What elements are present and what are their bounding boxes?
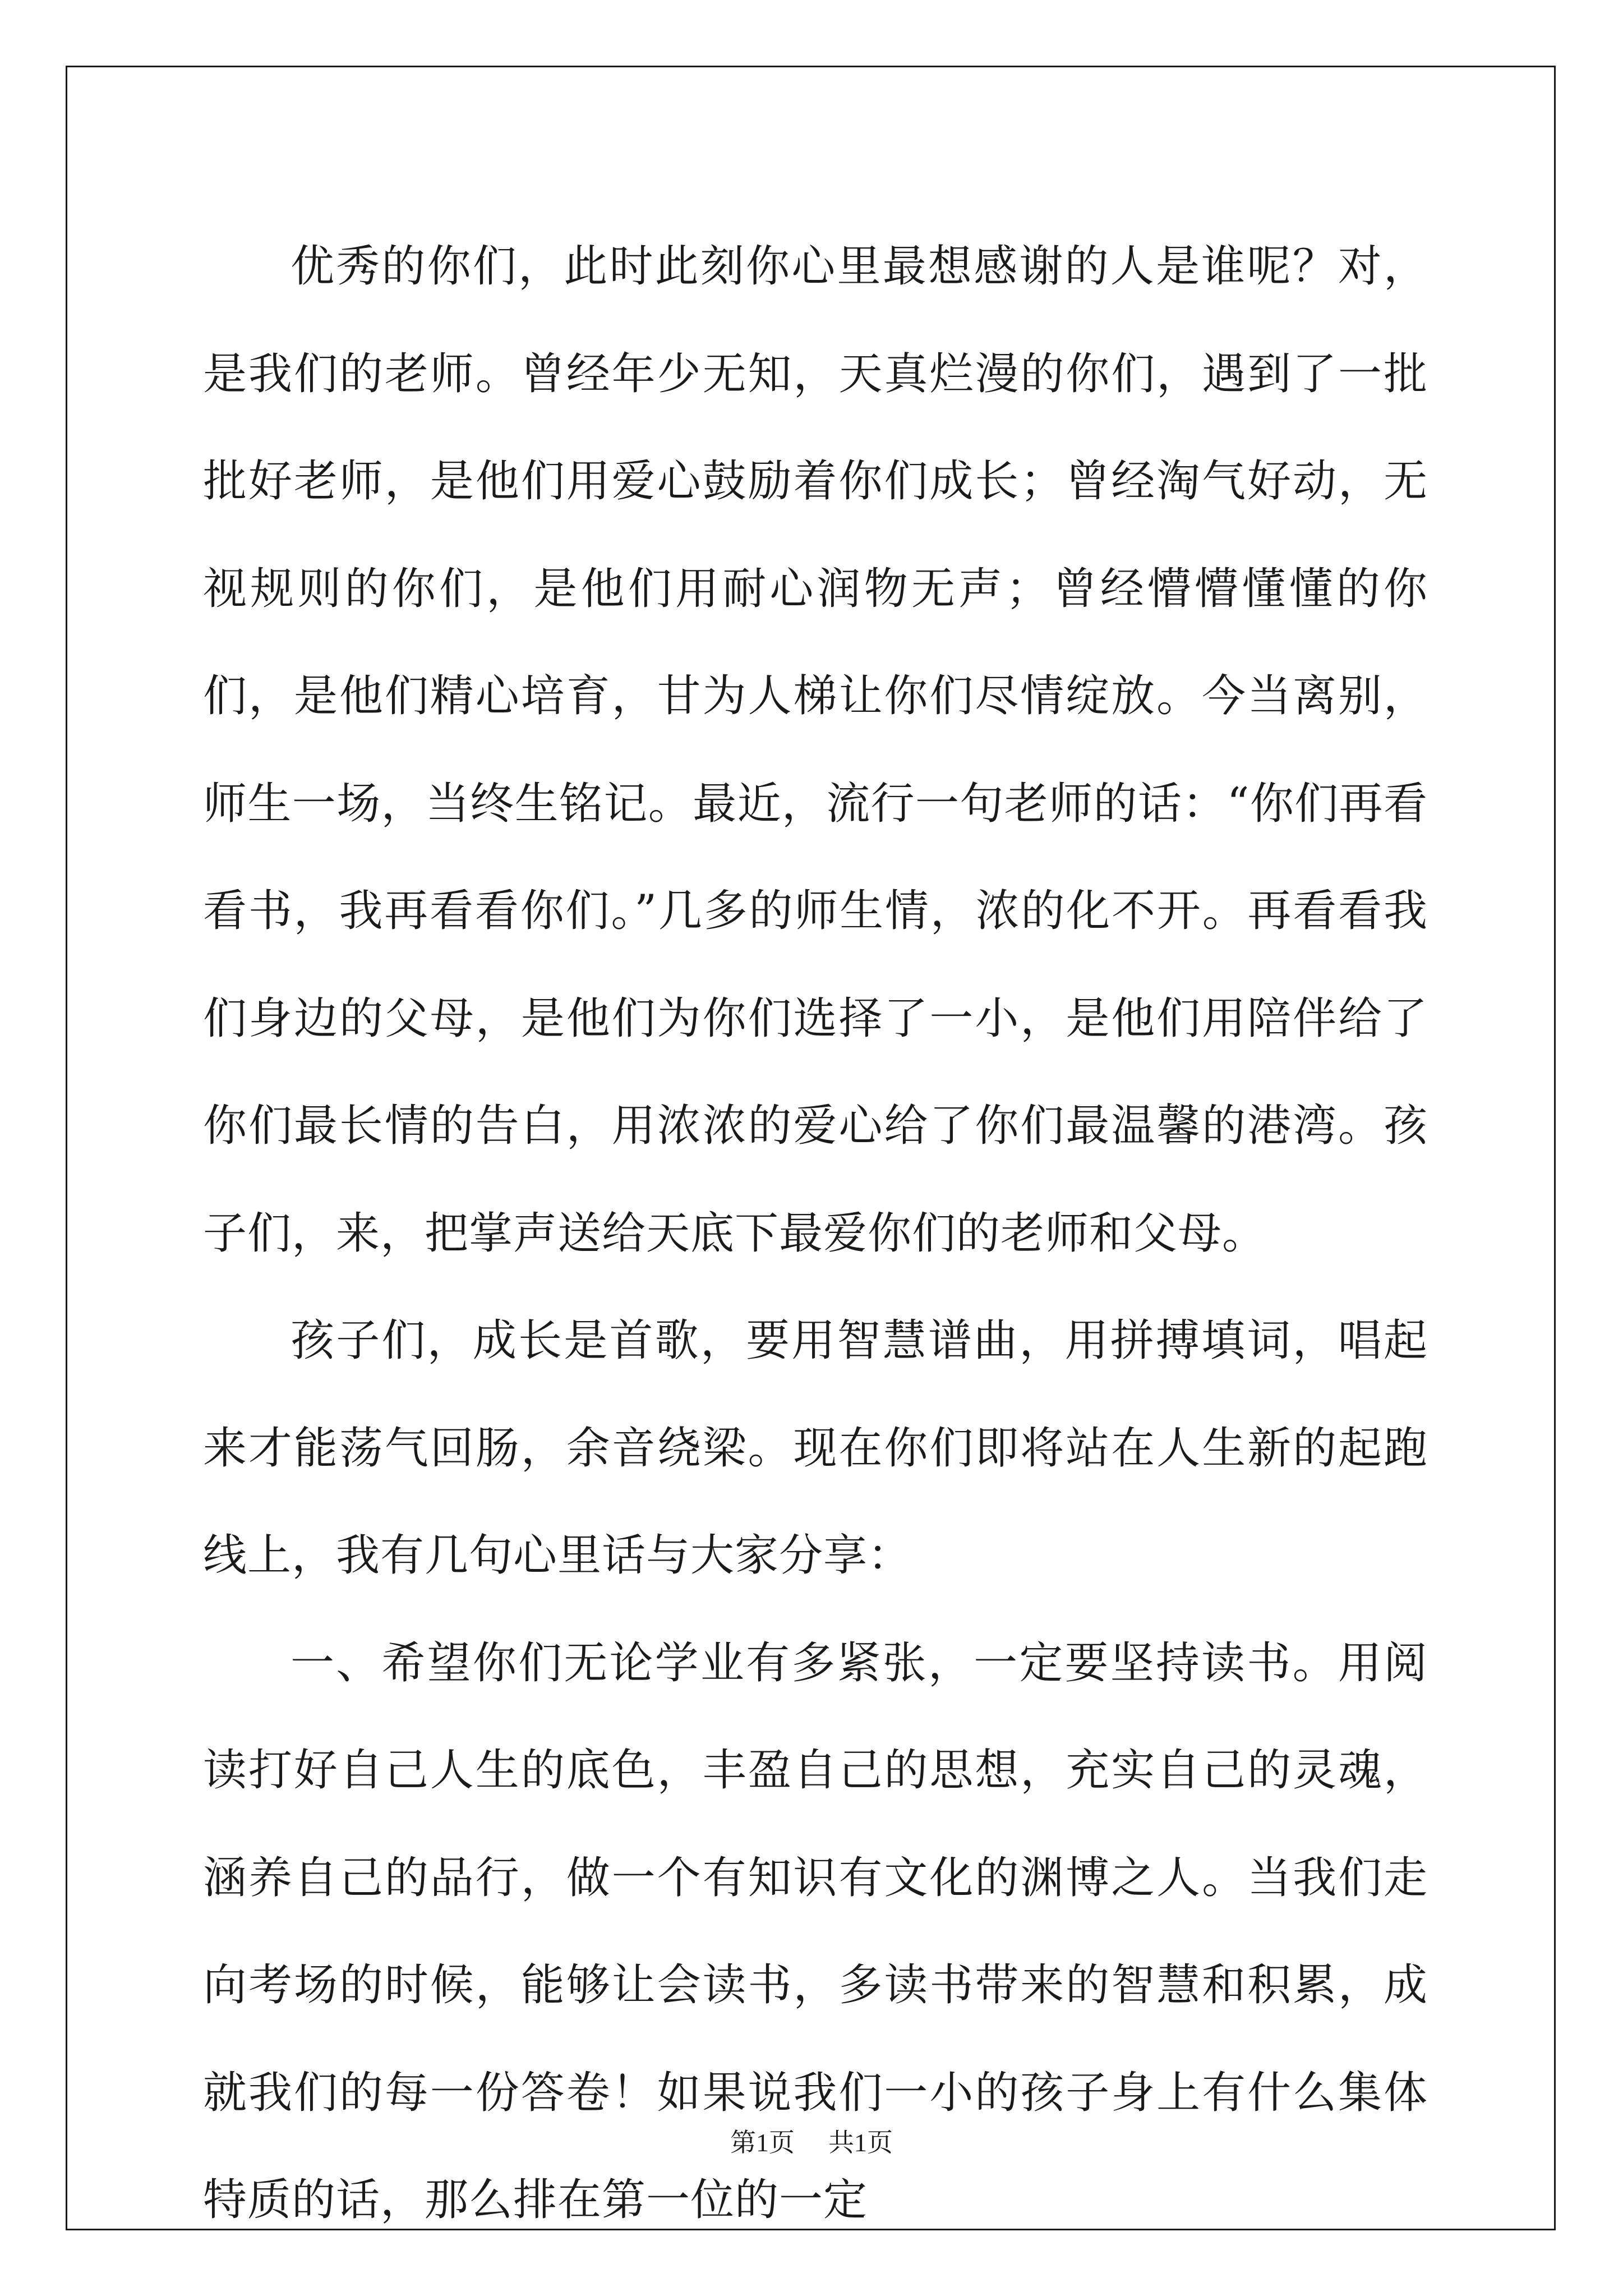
- document-body: [203, 213, 1428, 2254]
- page-footer: [0, 2126, 1623, 2160]
- paragraph-3: 一、希望你们无论学业有多紧张，一定要坚持读书。用阅读打好自己人生的底色，丰盈自己的思想，充实自己的灵魂，涵养自己的品行，做一个有知识有文化的渊博之人。当我们走向考场的时候，能够让会读书，多读书带来的智慧和积累，成就我们的每一份答卷！如果说我们一小的孩子身上有什么集体特质的话，那么排在第一位的一定: [203, 1637, 1428, 2225]
- paragraph-2: 孩子们，成长是首歌，要用智慧谱曲，用拼搏填词，唱起来才能荡气回肠，余音绕梁。现在你们即将站在人生新的起跑线上，我有几句心里话与大家分享：: [203, 1315, 1428, 1581]
- page-number: 第1页: [730, 2128, 795, 2157]
- paragraph-1: 优秀的你们，此时此刻你心里最想感谢的人是谁呢？对，是我们的老师。曾经年少无知，天真烂漫的你们，遇到了一批批好老师，是他们用爱心鼓励着你们成长；曾经淘气好动，无视规则的你们，是他们用耐心润物无声；曾经懵懵懂懂的你们，是他们精心培育，甘为人梯让你们尽情绽放。今当离别，师生一场，当终生铭记。最近，流行一句老师的话：“你们再看看书，我再看看你们。”几多的师生情，浓的化不开。再看看我们身边的父母，是他们为你们选择了一小，是他们用陪伴给了你们最长情的告白，用浓浓的爱心给了你们最温馨的港湾。孩子们，来，把掌声送给天底下最爱你们的老师和父母。: [203, 241, 1428, 1259]
- page-total: 共1页: [828, 2128, 893, 2157]
